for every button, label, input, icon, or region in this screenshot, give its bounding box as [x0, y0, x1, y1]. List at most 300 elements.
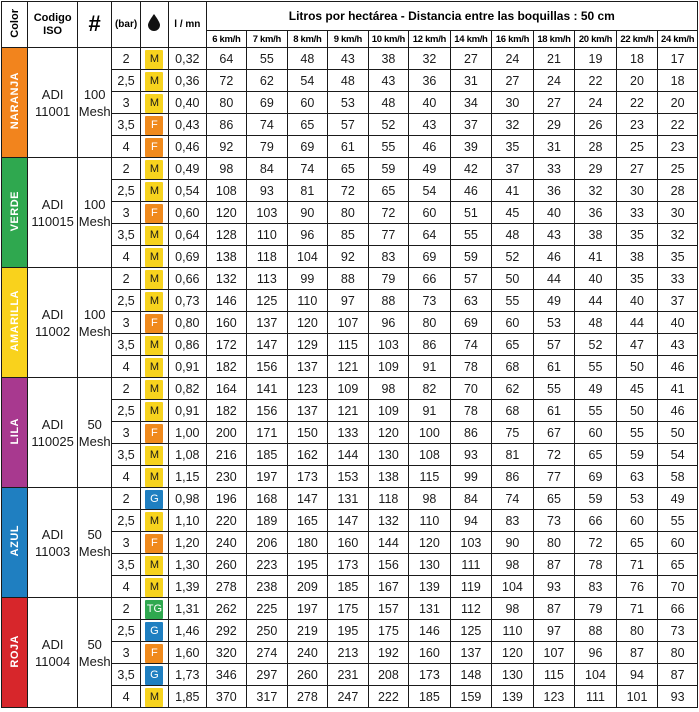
liters-per-hectare-cell: 96: [575, 642, 617, 664]
liters-per-hectare-cell: 297: [247, 664, 288, 686]
speed-header: 16 km/h: [492, 31, 534, 48]
liters-per-hectare-cell: 55: [450, 224, 492, 246]
liters-per-hectare-cell: 165: [287, 510, 328, 532]
liters-per-hectare-cell: 27: [492, 70, 534, 92]
liters-per-hectare-cell: 41: [575, 246, 617, 268]
liters-per-hectare-cell: 130: [492, 664, 534, 686]
liters-per-hectare-cell: 35: [658, 246, 698, 268]
liters-per-hectare-cell: 78: [450, 356, 492, 378]
liters-per-hectare-cell: 27: [533, 92, 575, 114]
liters-per-hectare-cell: 160: [328, 532, 369, 554]
header-lmn: [169, 2, 206, 48]
liters-per-hectare-cell: 74: [492, 488, 534, 510]
liters-per-hectare-cell: 79: [368, 268, 409, 290]
liters-per-hectare-cell: 80: [533, 532, 575, 554]
pressure-cell: 3,5: [112, 554, 140, 576]
liters-per-hectare-cell: 250: [247, 620, 288, 642]
liters-per-hectare-cell: 83: [368, 246, 409, 268]
liters-per-hectare-cell: 118: [247, 246, 288, 268]
liters-per-hectare-cell: 55: [492, 290, 534, 312]
liters-per-hectare-cell: 80: [616, 620, 658, 642]
droplet-size-cell: [140, 334, 168, 356]
liters-per-hectare-cell: 64: [206, 48, 247, 70]
liters-per-hectare-cell: 51: [450, 202, 492, 224]
table-row: [2, 158, 698, 180]
speed-header: 18 km/h: [533, 31, 575, 48]
liters-per-hectare-cell: 148: [450, 664, 492, 686]
droplet-size-cell: [140, 554, 168, 576]
liters-per-hectare-cell: 27: [616, 158, 658, 180]
liters-per-hectare-cell: 32: [409, 48, 451, 70]
flow-rate-cell: 1,31: [169, 598, 206, 620]
liters-per-hectare-cell: 65: [368, 180, 409, 202]
liters-per-hectare-cell: 66: [409, 268, 451, 290]
liters-per-hectare-cell: 66: [575, 510, 617, 532]
liters-per-hectare-cell: 71: [616, 598, 658, 620]
liters-per-hectare-cell: 41: [492, 180, 534, 202]
liters-per-hectare-cell: 131: [328, 488, 369, 510]
liters-per-hectare-cell: 30: [492, 92, 534, 114]
liters-per-hectare-cell: 36: [533, 180, 575, 202]
liters-per-hectare-cell: 50: [492, 268, 534, 290]
liters-per-hectare-cell: 78: [575, 554, 617, 576]
liters-per-hectare-cell: 131: [409, 598, 451, 620]
liters-per-hectare-cell: 43: [328, 48, 369, 70]
pressure-cell: 3: [112, 422, 140, 444]
liters-per-hectare-cell: 107: [533, 642, 575, 664]
liters-per-hectare-cell: 55: [575, 400, 617, 422]
droplet-size-badge: M: [145, 512, 163, 531]
flow-rate-cell: 0,60: [169, 202, 206, 224]
iso-code-cell: ADI 110025: [28, 378, 78, 488]
header-bar: [112, 2, 140, 48]
liters-per-hectare-cell: 146: [206, 290, 247, 312]
pressure-cell: 2: [112, 378, 140, 400]
liters-per-hectare-cell: 90: [492, 532, 534, 554]
liters-per-hectare-cell: 24: [492, 48, 534, 70]
droplet-size-badge: M: [145, 248, 163, 267]
droplet-size-cell: [140, 510, 168, 532]
liters-per-hectare-cell: 159: [450, 686, 492, 708]
liters-per-hectare-cell: 160: [206, 312, 247, 334]
liters-per-hectare-cell: 87: [658, 664, 698, 686]
pressure-cell: 4: [112, 136, 140, 158]
liters-per-hectare-cell: 93: [450, 444, 492, 466]
pressure-cell: 4: [112, 686, 140, 708]
droplet-size-badge: F: [145, 644, 163, 663]
liters-per-hectare-cell: 34: [450, 92, 492, 114]
liters-per-hectare-cell: 72: [368, 202, 409, 224]
liters-per-hectare-cell: 32: [575, 180, 617, 202]
liters-per-hectare-cell: 40: [575, 268, 617, 290]
droplet-size-badge: M: [145, 336, 163, 355]
liters-per-hectare-cell: 65: [533, 488, 575, 510]
liters-per-hectare-cell: 40: [616, 290, 658, 312]
liters-per-hectare-cell: 247: [328, 686, 369, 708]
liters-per-hectare-cell: 91: [409, 400, 451, 422]
liters-per-hectare-cell: 29: [533, 114, 575, 136]
droplet-size-badge: M: [145, 292, 163, 311]
liters-per-hectare-cell: 222: [368, 686, 409, 708]
liters-per-hectare-cell: 79: [247, 136, 288, 158]
droplet-size-cell: [140, 400, 168, 422]
mesh-cell: 100 Mesh: [77, 158, 111, 268]
flow-rate-cell: 0,91: [169, 400, 206, 422]
flow-rate-table: [1, 1, 698, 708]
liters-per-hectare-cell: 86: [492, 466, 534, 488]
liters-per-hectare-cell: 96: [287, 224, 328, 246]
liters-per-hectare-cell: 28: [575, 136, 617, 158]
liters-per-hectare-cell: 69: [287, 136, 328, 158]
iso-code-cell: ADI 11001: [28, 48, 78, 158]
liters-per-hectare-cell: 172: [206, 334, 247, 356]
liters-per-hectare-cell: 36: [575, 202, 617, 224]
liters-per-hectare-cell: 50: [616, 356, 658, 378]
droplet-size-cell: [140, 642, 168, 664]
table-row: [2, 488, 698, 510]
liters-per-hectare-cell: 57: [450, 268, 492, 290]
liters-per-hectare-cell: 32: [658, 224, 698, 246]
liters-per-hectare-cell: 115: [328, 334, 369, 356]
flow-rate-cell: 0,36: [169, 70, 206, 92]
pressure-cell: 4: [112, 466, 140, 488]
liters-per-hectare-cell: 182: [206, 400, 247, 422]
liters-per-hectare-cell: 103: [450, 532, 492, 554]
liters-per-hectare-cell: 225: [247, 598, 288, 620]
droplet-size-cell: [140, 312, 168, 334]
liters-per-hectare-cell: 66: [658, 598, 698, 620]
droplet-size-badge: M: [145, 94, 163, 113]
liters-per-hectare-cell: 61: [533, 400, 575, 422]
flow-rate-cell: 0,82: [169, 378, 206, 400]
droplet-size-badge: M: [145, 446, 163, 465]
droplet-size-cell: [140, 70, 168, 92]
liters-per-hectare-cell: 27: [450, 48, 492, 70]
pressure-cell: 3: [112, 532, 140, 554]
liters-per-hectare-cell: 108: [206, 180, 247, 202]
liters-per-hectare-cell: 123: [287, 378, 328, 400]
liters-per-hectare-cell: 156: [247, 400, 288, 422]
liters-per-hectare-cell: 22: [575, 70, 617, 92]
table-title: [206, 2, 697, 31]
liters-per-hectare-cell: 146: [409, 620, 451, 642]
liters-per-hectare-cell: 22: [616, 92, 658, 114]
liters-per-hectare-cell: 120: [287, 312, 328, 334]
liters-per-hectare-cell: 65: [616, 532, 658, 554]
liters-per-hectare-cell: 72: [206, 70, 247, 92]
liters-per-hectare-cell: 78: [450, 400, 492, 422]
liters-per-hectare-cell: 59: [575, 488, 617, 510]
liters-per-hectare-cell: 26: [575, 114, 617, 136]
droplet-size-badge: F: [145, 534, 163, 553]
speed-header: 22 km/h: [616, 31, 658, 48]
droplet-size-cell: [140, 664, 168, 686]
liters-per-hectare-cell: 173: [409, 664, 451, 686]
liters-per-hectare-cell: 238: [247, 576, 288, 598]
table-row: [2, 598, 698, 620]
flow-rate-cell: 1,85: [169, 686, 206, 708]
iso-code-cell: ADI 110015: [28, 158, 78, 268]
liters-per-hectare-cell: 74: [247, 114, 288, 136]
liters-per-hectare-cell: 46: [658, 400, 698, 422]
nozzle-color-cell: [2, 158, 28, 268]
liters-per-hectare-cell: 57: [328, 114, 369, 136]
liters-per-hectare-cell: 65: [492, 334, 534, 356]
liters-per-hectare-cell: 98: [409, 488, 451, 510]
liters-per-hectare-cell: 63: [450, 290, 492, 312]
liters-per-hectare-cell: 98: [492, 598, 534, 620]
liters-per-hectare-cell: 125: [450, 620, 492, 642]
droplet-size-cell: [140, 48, 168, 70]
speed-header: 8 km/h: [287, 31, 328, 48]
liters-per-hectare-cell: 53: [533, 312, 575, 334]
liters-per-hectare-cell: 60: [492, 312, 534, 334]
liters-per-hectare-cell: 160: [409, 642, 451, 664]
liters-per-hectare-cell: 147: [328, 510, 369, 532]
pressure-cell: 3: [112, 92, 140, 114]
nozzle-color-cell: [2, 488, 28, 598]
nozzle-color-cell: [2, 48, 28, 158]
liters-per-hectare-cell: 70: [450, 378, 492, 400]
liters-per-hectare-cell: 48: [328, 70, 369, 92]
liters-per-hectare-cell: 132: [368, 510, 409, 532]
liters-per-hectare-cell: 25: [616, 136, 658, 158]
droplet-size-badge: G: [145, 666, 163, 685]
flow-rate-cell: 0,46: [169, 136, 206, 158]
pressure-cell: 4: [112, 356, 140, 378]
liters-per-hectare-cell: 36: [409, 70, 451, 92]
liters-per-hectare-cell: 23: [616, 114, 658, 136]
liters-per-hectare-cell: 274: [247, 642, 288, 664]
flow-rate-cell: 0,91: [169, 356, 206, 378]
liters-per-hectare-cell: 260: [206, 554, 247, 576]
flow-rate-cell: 1,73: [169, 664, 206, 686]
nozzle-color-label: ROJA: [8, 634, 21, 668]
flow-rate-cell: 0,64: [169, 224, 206, 246]
liters-per-hectare-cell: 118: [368, 488, 409, 510]
liters-per-hectare-cell: 60: [409, 202, 451, 224]
liters-per-hectare-cell: 112: [450, 598, 492, 620]
droplet-size-badge: M: [145, 402, 163, 421]
liters-per-hectare-cell: 240: [287, 642, 328, 664]
liters-per-hectare-cell: 87: [533, 598, 575, 620]
liters-per-hectare-cell: 37: [658, 290, 698, 312]
liters-per-hectare-cell: 164: [206, 378, 247, 400]
liters-per-hectare-cell: 20: [616, 70, 658, 92]
liters-per-hectare-cell: 68: [492, 356, 534, 378]
liters-per-hectare-cell: 48: [492, 224, 534, 246]
droplet-size-cell: [140, 180, 168, 202]
liters-per-hectare-cell: 28: [658, 180, 698, 202]
liters-per-hectare-cell: 90: [287, 202, 328, 224]
liters-per-hectare-cell: 72: [328, 180, 369, 202]
liters-per-hectare-cell: 195: [328, 620, 369, 642]
liters-per-hectare-cell: 65: [658, 554, 698, 576]
liters-per-hectare-cell: 32: [492, 114, 534, 136]
liters-per-hectare-cell: 206: [247, 532, 288, 554]
liters-per-hectare-cell: 44: [616, 312, 658, 334]
liters-per-hectare-cell: 38: [616, 246, 658, 268]
header-color-label: Color: [8, 8, 21, 38]
flow-rate-cell: 1,08: [169, 444, 206, 466]
liters-per-hectare-cell: 103: [247, 202, 288, 224]
liters-per-hectare-cell: 175: [368, 620, 409, 642]
liters-per-hectare-cell: 109: [328, 378, 369, 400]
liters-per-hectare-cell: 92: [206, 136, 247, 158]
liters-per-hectare-cell: 43: [409, 114, 451, 136]
table-row: [2, 48, 698, 70]
flow-rate-cell: 0,49: [169, 158, 206, 180]
liters-per-hectare-cell: 20: [658, 92, 698, 114]
drop-icon: [148, 14, 160, 31]
droplet-size-badge: M: [145, 688, 163, 707]
liters-per-hectare-cell: 53: [328, 92, 369, 114]
flow-rate-cell: 0,43: [169, 114, 206, 136]
liters-per-hectare-cell: 58: [658, 466, 698, 488]
liters-per-hectare-cell: 83: [575, 576, 617, 598]
droplet-size-badge: F: [145, 314, 163, 333]
liters-per-hectare-cell: 137: [287, 400, 328, 422]
iso-code-cell: ADI 11002: [28, 268, 78, 378]
liters-per-hectare-cell: 18: [658, 70, 698, 92]
liters-per-hectare-cell: 108: [409, 444, 451, 466]
liters-per-hectare-cell: 115: [409, 466, 451, 488]
liters-per-hectare-cell: 87: [533, 554, 575, 576]
mesh-cell: 50 Mesh: [77, 488, 111, 598]
liters-per-hectare-cell: 50: [658, 422, 698, 444]
pressure-cell: 2,5: [112, 510, 140, 532]
liters-per-hectare-cell: 128: [206, 224, 247, 246]
liters-per-hectare-cell: 147: [247, 334, 288, 356]
liters-per-hectare-cell: 94: [450, 510, 492, 532]
liters-per-hectare-cell: 137: [247, 312, 288, 334]
liters-per-hectare-cell: 93: [247, 180, 288, 202]
liters-per-hectare-cell: 185: [409, 686, 451, 708]
liters-per-hectare-cell: 123: [533, 686, 575, 708]
speed-header: 6 km/h: [206, 31, 247, 48]
liters-per-hectare-cell: 110: [287, 290, 328, 312]
liters-per-hectare-cell: 59: [450, 246, 492, 268]
liters-per-hectare-cell: 99: [287, 268, 328, 290]
liters-per-hectare-cell: 65: [575, 444, 617, 466]
liters-per-hectare-cell: 57: [533, 334, 575, 356]
flow-rate-cell: 1,46: [169, 620, 206, 642]
liters-per-hectare-cell: 98: [492, 554, 534, 576]
header-codigo-iso: [28, 2, 78, 48]
liters-per-hectare-cell: 73: [658, 620, 698, 642]
liters-per-hectare-cell: 173: [287, 466, 328, 488]
table-title-label: Litros por hectárea - Distancia entre las boquillas : 50 cm: [288, 9, 615, 23]
liters-per-hectare-cell: 52: [368, 114, 409, 136]
pressure-cell: 3,5: [112, 334, 140, 356]
liters-per-hectare-cell: 87: [616, 642, 658, 664]
liters-per-hectare-cell: 93: [533, 576, 575, 598]
nozzle-color-label: VERDE: [8, 190, 21, 232]
liters-per-hectare-cell: 76: [616, 576, 658, 598]
liters-per-hectare-cell: 18: [616, 48, 658, 70]
liters-per-hectare-cell: 93: [658, 686, 698, 708]
liters-per-hectare-cell: 219: [287, 620, 328, 642]
header-mesh: [77, 2, 111, 48]
pressure-cell: 2,5: [112, 180, 140, 202]
pressure-cell: 3: [112, 202, 140, 224]
liters-per-hectare-cell: 69: [409, 246, 451, 268]
liters-per-hectare-cell: 46: [409, 136, 451, 158]
liters-per-hectare-cell: 120: [409, 532, 451, 554]
liters-per-hectare-cell: 110: [247, 224, 288, 246]
liters-per-hectare-cell: 91: [409, 356, 451, 378]
liters-per-hectare-cell: 137: [450, 642, 492, 664]
droplet-size-badge: TG: [145, 600, 163, 619]
liters-per-hectare-cell: 180: [287, 532, 328, 554]
liters-per-hectare-cell: 72: [575, 532, 617, 554]
pressure-cell: 2: [112, 598, 140, 620]
pressure-cell: 3,5: [112, 444, 140, 466]
liters-per-hectare-cell: 121: [328, 400, 369, 422]
speed-header: 24 km/h: [658, 31, 698, 48]
table-body: [2, 48, 698, 708]
liters-per-hectare-cell: 65: [287, 114, 328, 136]
droplet-size-badge: M: [145, 380, 163, 399]
liters-per-hectare-cell: 62: [492, 378, 534, 400]
header-lmn-label: l / mn: [174, 19, 201, 30]
liters-per-hectare-cell: 55: [616, 422, 658, 444]
pressure-cell: 2: [112, 48, 140, 70]
speed-header: 7 km/h: [247, 31, 288, 48]
liters-per-hectare-cell: 49: [533, 290, 575, 312]
droplet-size-badge: F: [145, 138, 163, 157]
speed-header: 9 km/h: [328, 31, 369, 48]
liters-per-hectare-cell: 88: [328, 268, 369, 290]
liters-per-hectare-cell: 125: [247, 290, 288, 312]
liters-per-hectare-cell: 80: [658, 642, 698, 664]
liters-per-hectare-cell: 101: [616, 686, 658, 708]
nozzle-color-label: AMARILLA: [8, 290, 21, 352]
liters-per-hectare-cell: 110: [492, 620, 534, 642]
droplet-size-badge: M: [145, 72, 163, 91]
droplet-size-cell: [140, 686, 168, 708]
liters-per-hectare-cell: 73: [409, 290, 451, 312]
liters-per-hectare-cell: 43: [658, 334, 698, 356]
liters-per-hectare-cell: 129: [287, 334, 328, 356]
liters-per-hectare-cell: 67: [533, 422, 575, 444]
liters-per-hectare-cell: 231: [328, 664, 369, 686]
liters-per-hectare-cell: 130: [409, 554, 451, 576]
liters-per-hectare-cell: 31: [533, 136, 575, 158]
liters-per-hectare-cell: 43: [368, 70, 409, 92]
liters-per-hectare-cell: 104: [492, 576, 534, 598]
header-drop: [140, 2, 168, 48]
liters-per-hectare-cell: 77: [368, 224, 409, 246]
pressure-cell: 3: [112, 642, 140, 664]
liters-per-hectare-cell: 86: [206, 114, 247, 136]
liters-per-hectare-cell: 292: [206, 620, 247, 642]
droplet-size-cell: [140, 224, 168, 246]
nozzle-color-label: LILA: [8, 417, 21, 445]
droplet-size-cell: [140, 378, 168, 400]
liters-per-hectare-cell: 80: [409, 312, 451, 334]
liters-per-hectare-cell: 156: [247, 356, 288, 378]
flow-rate-cell: 0,73: [169, 290, 206, 312]
liters-per-hectare-cell: 109: [368, 356, 409, 378]
flow-rate-cell: 0,98: [169, 488, 206, 510]
flow-rate-cell: 0,69: [169, 246, 206, 268]
droplet-size-cell: [140, 532, 168, 554]
liters-per-hectare-cell: 74: [287, 158, 328, 180]
liters-per-hectare-cell: 60: [287, 92, 328, 114]
liters-per-hectare-cell: 44: [533, 268, 575, 290]
liters-per-hectare-cell: 40: [533, 202, 575, 224]
